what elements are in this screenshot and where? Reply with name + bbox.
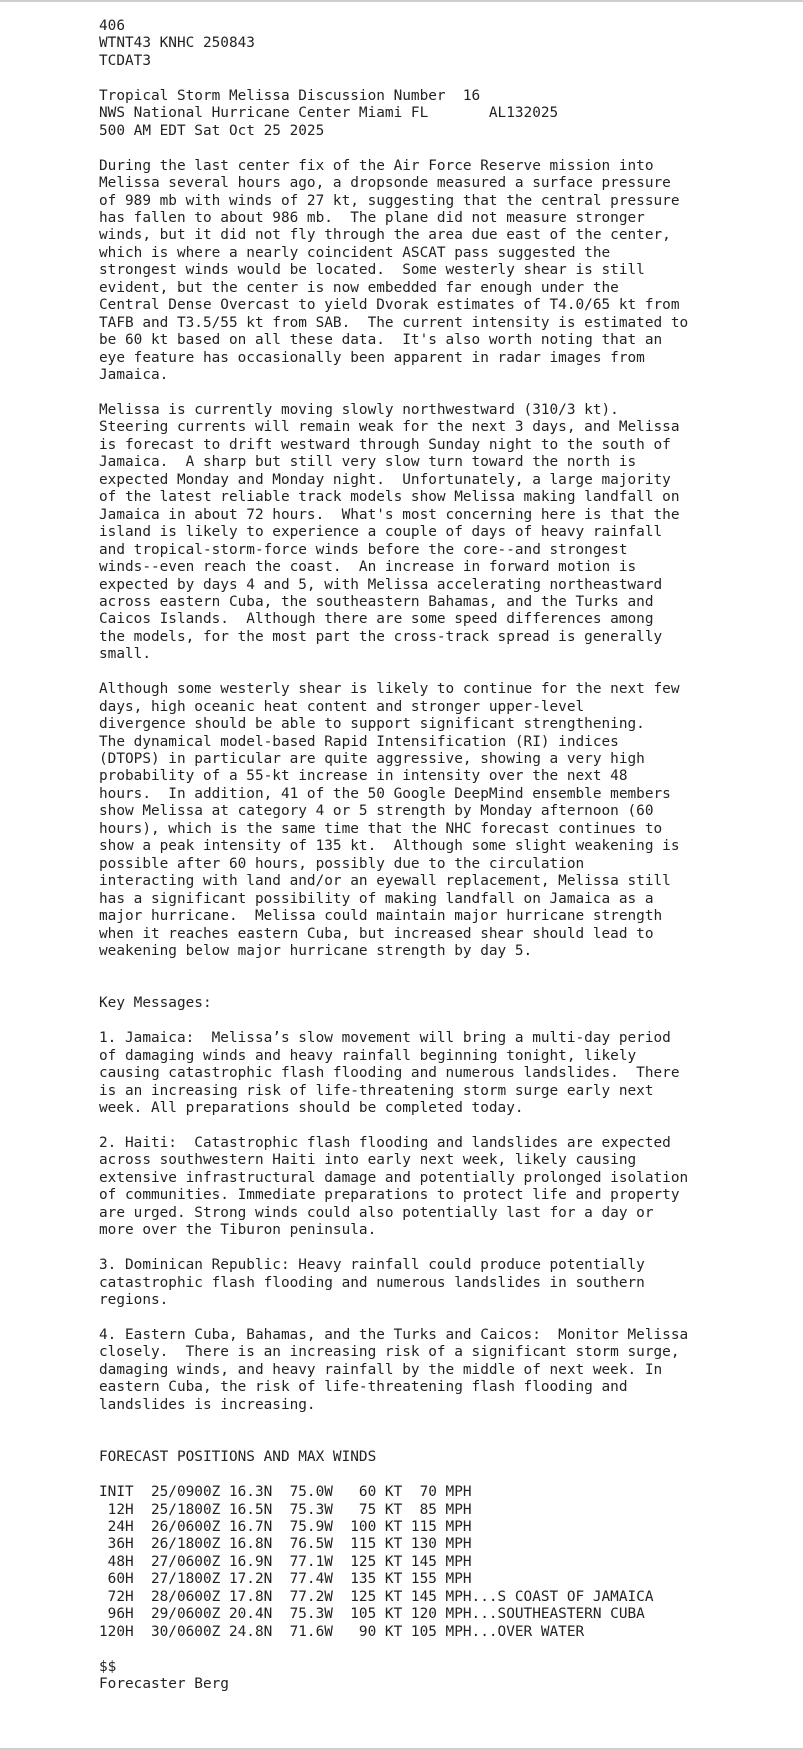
forecast-discussion-text: 406 WTNT43 KNHC 250843 TCDAT3 Tropical Storm Melissa Discussion Number 16 NWS National Hurricane Center Miami FL AL132025 500 AM EDT Sat Oct 25 2025 During the last center fix of the Air Force Reserve mission into Melissa several hours ago, a dropsonde measured a surface pressure of 989 mb with winds of 27 kt, suggesting that the central pressure has fallen to about 986 mb. The plane did not measure stronger winds, but it did not fly through the area due east of the center, which is where a nearly coincident ASCAT pass suggested the strongest winds would be located. Some westerly shear is still evident, but the center is now embedded far enough under the Central Dense Overcast to yield Dvorak estimates of T4.0/65 kt from TAFB and T3.5/55 kt from SAB. The current intensity is estimated to be 60 kt based on all these data. It's also worth noting that an eye feature has occasionally been apparent in radar images from Jamaica. Melissa is currently moving slowly northwestward (310/3 kt). Steering currents will remain weak for the next 3 days, and Melissa is forecast to drift westward through Sunday night to the south of Jamaica. A sharp but still very slow turn toward the north is expected Monday and Monday night. Unfortunately, a large majority of the latest reliable track models show Melissa making landfall on Jamaica in about 72 hours. What's most concerning here is that the island is likely to experience a couple of days of heavy rainfall and tropical-storm-force winds before the core--and strongest winds--even reach the coast. An increase in forward motion is expected by days 4 and 5, with Melissa accelerating northeastward across eastern Cuba, the southeastern Bahamas, and the Turks and Caicos Islands. Although there are some speed differences among the models, for the most part the cross-track spread is generally small. Although some westerly shear is likely to continue for the next few days, high oceanic heat content and stronger upper-level divergence should be able to support significant strengthening. The dynamical model-based Rapid Intensification (RI) indices (DTOPS) in particular are quite aggressive, showing a very high probability of a 55-kt increase in intensity over the next 48 hours. In addition, 41 of the 50 Google DeepMind ensemble members show Melissa at category 4 or 5 strength by Monday afternoon (60 hours), which is the same time that the NHC forecast continues to show a peak intensity of 135 kt. Although some slight weakening is possible after 60 hours, possibly due to the circulation interacting with land and/or an eyewall replacement, Melissa still has a significant possibility of making landfall on Jamaica as a major hurricane. Melissa could maintain major hurricane strength when it reaches eastern Cuba, but increased shear should lead to weakening below major hurricane strength by day 5. Key Messages: 1. Jamaica: Melissa’s slow movement will bring a multi-day period of damaging winds and heavy rainfall beginning tonight, likely causing catastrophic flash flooding and numerous landslides. There is an increasing risk of life-threatening storm surge early next week. All preparations should be completed today. 2. Haiti: Catastrophic flash flooding and landslides are expected across southwestern Haiti into early next week, likely causing extensive infrastructural damage and potentially prolonged isolation of communities. Immediate preparations to protect life and property are urged. Strong winds could also potentially last for a day or more over the Tiburon peninsula. 3. Dominican Republic: Heavy rainfall could produce potentially catastrophic flash flooding and numerous landslides in southern regions. 4. Eastern Cuba, Bahamas, and the Turks and Caicos: Monitor Melissa closely. There is an increasing risk of a significant storm surge, damaging winds, and heavy rainfall by the middle of next week. In eastern Cuba, the risk of life-threatening flash flooding and landslides is increasing. FORECAST POSITIONS AND MAX WINDS INIT 25/0900Z 16.3N 75.0W 60 KT 70 MPH 12H 25/1800Z 16.5N 75.3W 75 KT 85 MPH 24H 26/0600Z 16.7N 75.9W 100 KT 115 MPH 36H 26/1800Z 16.8N 76.5W 115 KT 130 MPH 48H 27/0600Z 16.9N 77.1W 125 KT 145 MPH 60H 27/1800Z 17.2N 77.4W 135 KT 155 MPH 72H 28/0600Z 17.8N 77.2W 125 KT 145 MPH...S COAST OF JAMAICA 96H 29/0600Z 20.4N 75.3W 105 KT 120 MPH...SOUTHEASTERN CUBA 120H 30/0600Z 24.8N 71.6W 90 KT 105 MPH...OVER WATER $$ Forecaster Berg bbox=[99, 18, 689, 1693]
